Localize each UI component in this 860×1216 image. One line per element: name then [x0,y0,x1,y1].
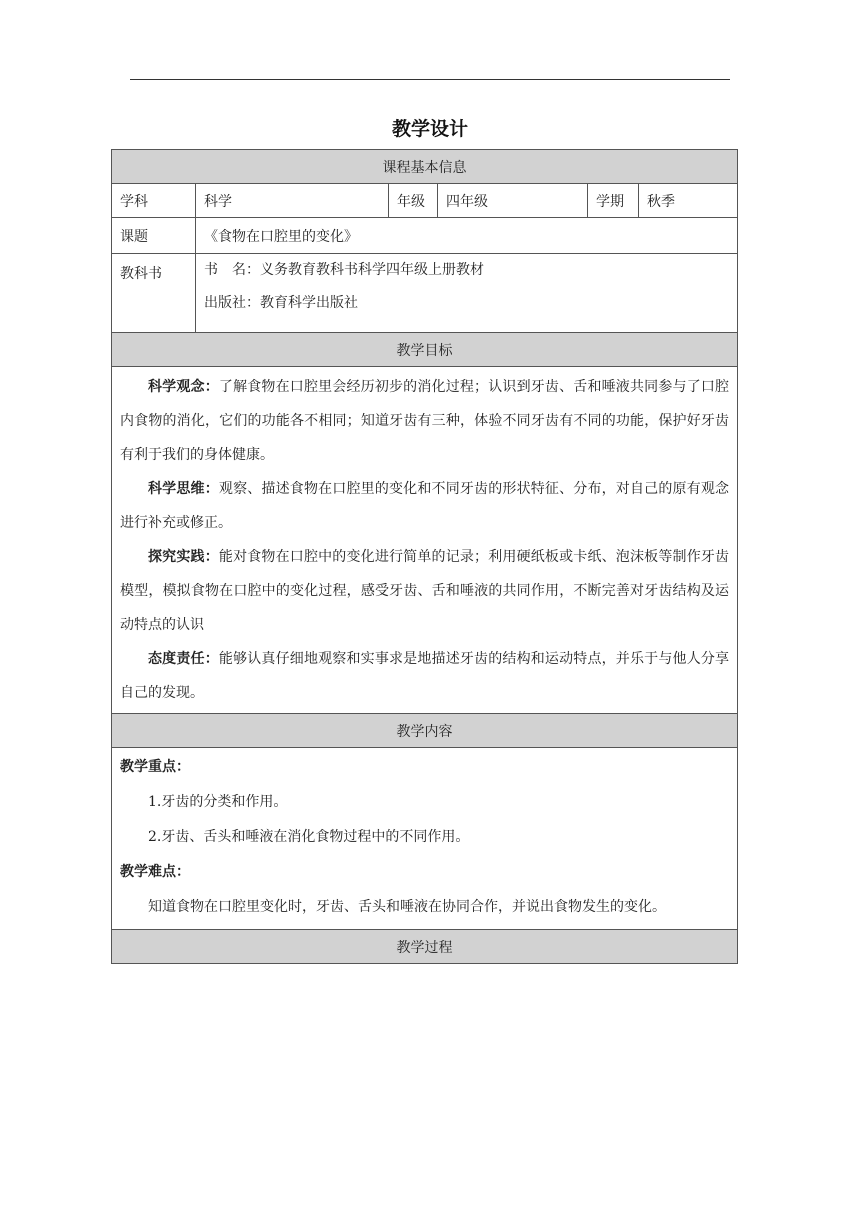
section-header-objectives: 教学目标 [112,333,738,367]
objective-label: 探究实践： [148,549,219,565]
difficult-points-text: 知道食物在口腔里变化时，牙齿、舌头和唾液在协同合作，并说出食物发生的变化。 [148,899,666,915]
objective-label: 科学思维： [148,481,219,497]
topic-value: 《食物在口腔里的变化》 [196,218,738,254]
subject-value: 科学 [196,184,389,218]
grade-value: 四年级 [438,184,588,218]
objective-attitude [120,642,729,710]
objective-science-thinking [120,472,729,540]
subject-label: 学科 [112,184,196,218]
section-header-content: 教学内容 [112,714,738,748]
objective-science-concept [120,370,729,472]
key-point-item: 1.牙齿的分类和作用。 [148,794,288,810]
objective-inquiry-practice [120,540,729,642]
topic-label: 课题 [112,218,196,254]
objective-label: 科学观念： [148,379,219,395]
objective-text: 能对食物在口腔中的变化进行简单的记录；利用硬纸板或卡纸、泡沫板等制作牙齿模型，模拟食物在口腔中的变化过程，感受牙齿、舌和唾液的共同作用，不断完善对牙齿结构及运动特点的认识 [120,549,730,633]
textbook-info [196,254,738,333]
key-points-label: 教学重点： [120,759,190,775]
objectives-body [112,367,738,714]
publisher-line: 出版社：教育科学出版社 [204,295,358,311]
textbook-label: 教科书 [112,254,196,333]
document-title: 教学设计 [391,118,468,140]
objective-label: 态度责任： [148,651,219,667]
term-label: 学期 [588,184,639,218]
grade-label: 年级 [389,184,438,218]
objective-text: 了解食物在口腔里会经历初步的消化过程；认识到牙齿、舌和唾液共同参与了口腔内食物的消化，它们的功能各不相同；知道牙齿有三种，体验不同牙齿有不同的功能，保护好牙齿有利于我们的身体健康。 [120,379,730,463]
key-point-item: 2.牙齿、舌头和唾液在消化食物过程中的不同作用。 [148,829,470,845]
term-value: 秋季 [639,184,738,218]
difficult-points-label: 教学难点： [120,864,190,880]
content-body [112,748,738,930]
objective-text: 观察、描述食物在口腔里的变化和不同牙齿的形状特征、分布，对自己的原有观念进行补充或修正。 [120,481,730,531]
header-rule [130,79,730,80]
book-name-line: 书 名：义务教育教科书科学四年级上册教材 [204,262,484,278]
section-header-basic-info: 课程基本信息 [112,150,738,184]
lesson-plan-table [111,149,738,964]
section-header-process: 教学过程 [112,930,738,964]
objective-text: 能够认真仔细地观察和实事求是地描述牙齿的结构和运动特点，并乐于与他人分享自己的发现。 [120,651,730,701]
